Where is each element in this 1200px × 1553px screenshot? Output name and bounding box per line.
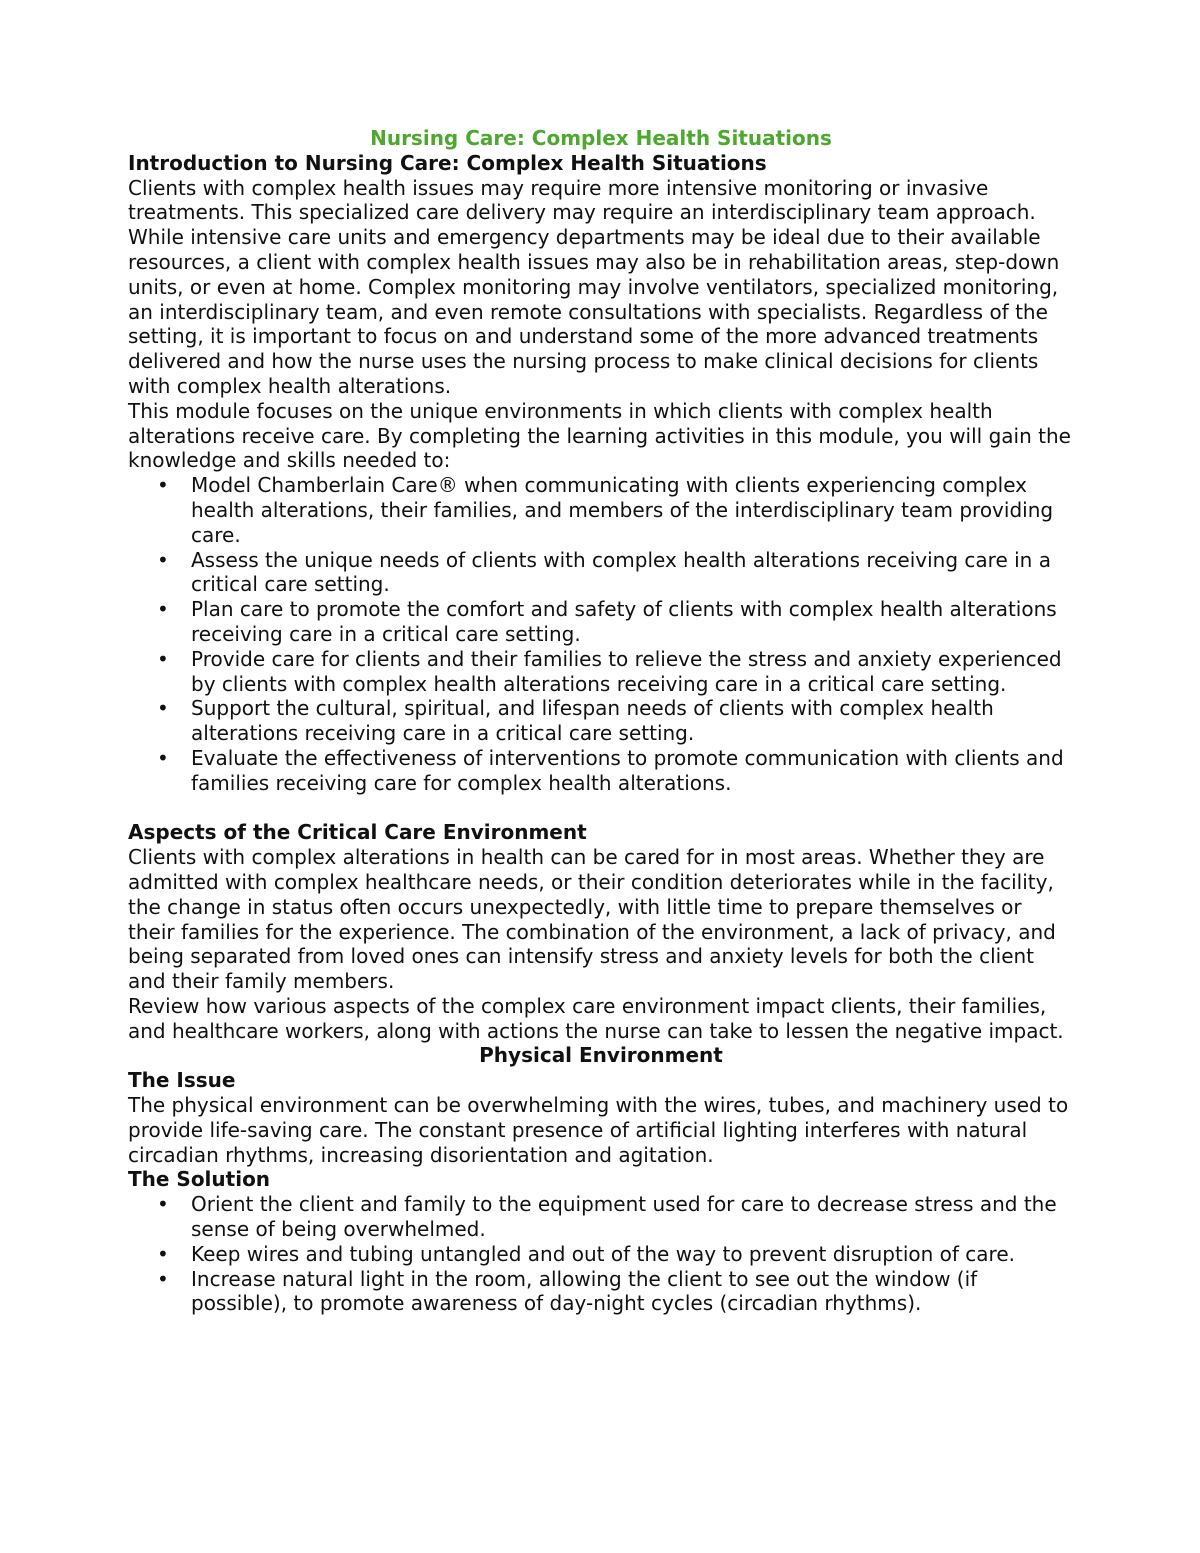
objective-text: Model Chamberlain Care® when communicating with clients experiencing complex health alterations, their families, and members of the interdisciplinary team providing care. — [191, 473, 1054, 547]
list-item — [128, 473, 1074, 547]
list-item — [128, 1242, 1074, 1267]
bullet-icon: • — [157, 473, 169, 498]
list-item — [128, 647, 1074, 697]
document-page — [128, 126, 1074, 1316]
issue-text: The physical environment can be overwhelming with the wires, tubes, and machinery used to provide life-saving care. The constant presence of artificial lighting interferes with natural circadian rhythms, increasing disorientation and agitation. — [128, 1093, 1069, 1167]
physical-environment-heading: Physical Environment — [479, 1043, 723, 1068]
spacer — [128, 796, 1074, 821]
issue-heading: The Issue — [128, 1068, 236, 1093]
bullet-icon: • — [157, 547, 169, 572]
intro-paragraph-1: Clients with complex health issues may require more intensive monitoring or invasive treatments. This specialized care delivery may require an interdisciplinary team approach. While intensive care units and emergency departments may be ideal due to their available resources, a client with complex health issues may also be in rehabilitation areas, step-down units, or even at home. Complex monitoring may involve ventilators, specialized monitoring, an interdisciplinary team, and even remote consultations with specialists. Regardless of the setting, it is important to focus on and understand some of the more advanced treatments delivered and how the nurse uses the nursing process to make clinical decisions for clients with complex health alterations. — [128, 175, 1060, 398]
bullet-icon: • — [157, 646, 169, 671]
intro-heading: Introduction to Nursing Care: Complex Health Situations — [128, 150, 767, 175]
list-item — [128, 1192, 1074, 1242]
objective-text: Provide care for clients and their families to relieve the stress and anxiety experienced by clients with complex health alterations receiving care in a critical care setting. — [191, 646, 1062, 696]
solution-text: Keep wires and tubing untangled and out of the way to prevent disruption of care. — [191, 1241, 1015, 1266]
aspects-paragraph-2: Review how various aspects of the complex care environment impact clients, their families, and healthcare workers, along with actions the nurse can take to lessen the negative impact. — [128, 993, 1064, 1043]
aspects-paragraph-1: Clients with complex alterations in health can be cared for in most areas. Whether they are admitted with complex healthcare needs, or their condition deteriorates while in the facility, the change in status often occurs unexpectedly, with little time to prepare themselves or their families for the experience. The combination of the environment, a lack of privacy, and being separated from loved ones can intensify stress and anxiety levels for both the client and their family members. — [128, 845, 1056, 994]
objectives-list — [128, 473, 1074, 795]
bullet-icon: • — [157, 1241, 169, 1266]
solution-heading: The Solution — [128, 1167, 271, 1192]
list-item — [128, 1267, 1074, 1317]
solutions-list — [128, 1192, 1074, 1316]
objective-text: Support the cultural, spiritual, and lifespan needs of clients with complex health alterations receiving care in a critical care setting. — [191, 696, 994, 746]
list-item — [128, 746, 1074, 796]
bullet-icon: • — [157, 597, 169, 622]
list-item — [128, 548, 1074, 598]
bullet-icon: • — [157, 1266, 169, 1291]
aspects-heading: Aspects of the Critical Care Environment — [128, 820, 587, 845]
bullet-icon: • — [157, 696, 169, 721]
objective-text: Assess the unique needs of clients with complex health alterations receiving care in a critical care setting. — [191, 547, 1051, 597]
objective-text: Evaluate the effectiveness of interventions to promote communication with clients and families receiving care for complex health alterations. — [191, 745, 1064, 795]
bullet-icon: • — [157, 1192, 169, 1217]
objective-text: Plan care to promote the comfort and safety of clients with complex health alterations receiving care in a critical care setting. — [191, 597, 1057, 646]
bullet-icon: • — [157, 745, 169, 770]
list-item — [128, 597, 1074, 647]
intro-paragraph-2: This module focuses on the unique environments in which clients with complex health alterations receive care. By completing the learning activities in this module, you will gain the knowledge and skills needed to: — [128, 398, 1071, 473]
list-item — [128, 696, 1074, 746]
solution-text: Increase natural light in the room, allowing the client to see out the window (if possible), to promote awareness of day-night cycles (circadian rhythms). — [191, 1266, 978, 1316]
solution-text: Orient the client and family to the equipment used for care to decrease stress and the sense of being overwhelmed. — [191, 1192, 1057, 1242]
document-title: Nursing Care: Complex Health Situations — [370, 126, 832, 150]
